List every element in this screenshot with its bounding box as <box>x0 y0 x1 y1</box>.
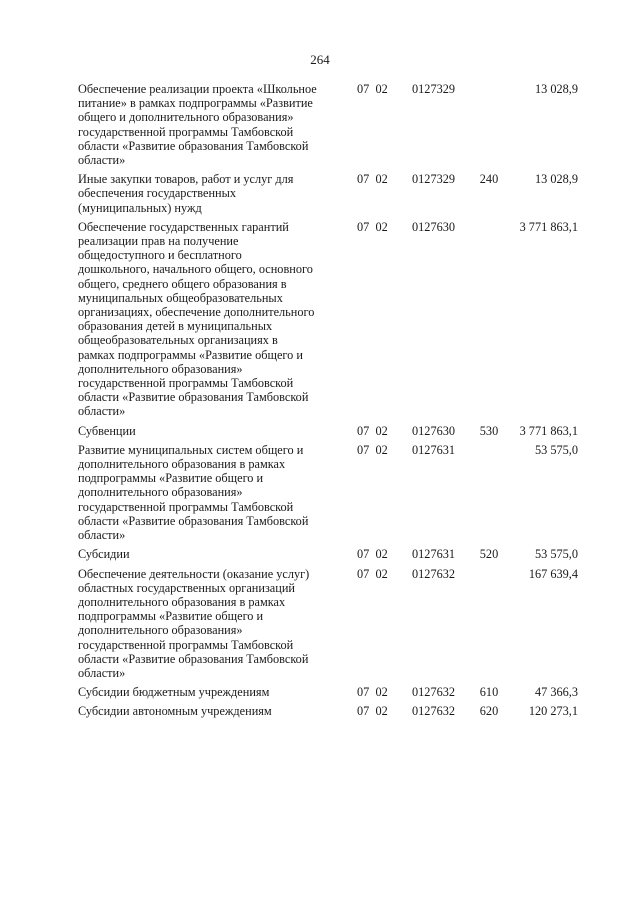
row-code: 0127329 <box>412 172 456 187</box>
table-row <box>78 547 578 561</box>
row-section: 07 02 <box>357 423 388 438</box>
row-type: 520 <box>479 547 499 562</box>
row-code: 0127631 <box>412 442 456 457</box>
row-amount: 3 771 863,1 <box>519 423 578 438</box>
row-section: 07 02 <box>357 547 388 562</box>
row-section: 07 02 <box>357 219 388 234</box>
row-section: 07 02 <box>357 685 388 700</box>
row-description: Иные закупки товаров, работ и услуг для обеспечения государственных (муниципальных) нужд <box>78 172 294 215</box>
table-row <box>78 424 578 438</box>
row-type: 610 <box>479 685 499 700</box>
row-description: Обеспечение деятельности (оказание услуг) областных государственных организаций дополнительного образования в рамках подпрограммы «Развитие общего и дополнительного образования» государственной программы Тамбовской области «Развитие образования Тамбовской области» <box>78 566 310 680</box>
row-description: Субсидии бюджетным учреждениям <box>78 685 270 700</box>
row-section: 07 02 <box>357 172 388 187</box>
table-row <box>78 172 578 215</box>
table-row <box>78 685 578 699</box>
row-amount: 53 575,0 <box>534 442 578 457</box>
page-number: 264 <box>310 52 330 67</box>
row-amount: 53 575,0 <box>534 547 578 562</box>
row-type: 620 <box>479 704 499 719</box>
row-section: 07 02 <box>357 442 388 457</box>
row-amount: 13 028,9 <box>534 172 578 187</box>
row-section: 07 02 <box>357 566 388 581</box>
row-description: Субвенции <box>78 423 136 438</box>
row-code: 0127632 <box>412 704 456 719</box>
row-description: Субсидии автономным учреждениям <box>78 704 272 719</box>
row-amount: 3 771 863,1 <box>519 219 578 234</box>
row-code: 0127630 <box>412 219 456 234</box>
row-amount: 47 366,3 <box>534 685 578 700</box>
table-row <box>78 567 578 681</box>
row-amount: 120 273,1 <box>528 704 578 719</box>
table-row <box>78 704 578 718</box>
row-type: 240 <box>479 172 499 187</box>
table-row <box>78 220 578 419</box>
row-section: 07 02 <box>357 704 388 719</box>
row-code: 0127632 <box>412 566 456 581</box>
row-description: Субсидии <box>78 547 130 562</box>
row-description: Обеспечение реализации проекта «Школьное питание» в рамках подпрограммы «Развитие общего и дополнительного образования» государственной программы Тамбовской области «Развитие образования Тамбовской области» <box>78 82 317 168</box>
row-description: Обеспечение государственных гарантий реализации прав на получение общедоступного и бесплатного дошкольного, начального общего, основного общего, среднего общего образования в муниципальных общеобразовательных организациях, обеспечение дополнительного образования детей в муниципальных общеобразовательных организациях в рамках подпрограммы «Развитие общего и дополнительного образования» государственной программы Тамбовской области «Развитие образования Тамбовской области» <box>78 219 315 419</box>
budget-table <box>78 82 578 724</box>
row-amount: 13 028,9 <box>534 82 578 96</box>
row-description: Развитие муниципальных систем общего и дополнительного образования в рамках подпрограммы «Развитие общего и дополнительного образования» государственной программы Тамбовской области «Развитие образования Тамбовской области» <box>78 442 309 543</box>
row-code: 0127630 <box>412 423 456 438</box>
row-type: 530 <box>479 423 499 438</box>
row-section: 07 02 <box>357 82 388 96</box>
table-row <box>78 443 578 542</box>
row-code: 0127329 <box>412 82 456 96</box>
row-code: 0127631 <box>412 547 456 562</box>
table-row <box>78 82 578 167</box>
row-code: 0127632 <box>412 685 456 700</box>
row-amount: 167 639,4 <box>528 566 578 581</box>
